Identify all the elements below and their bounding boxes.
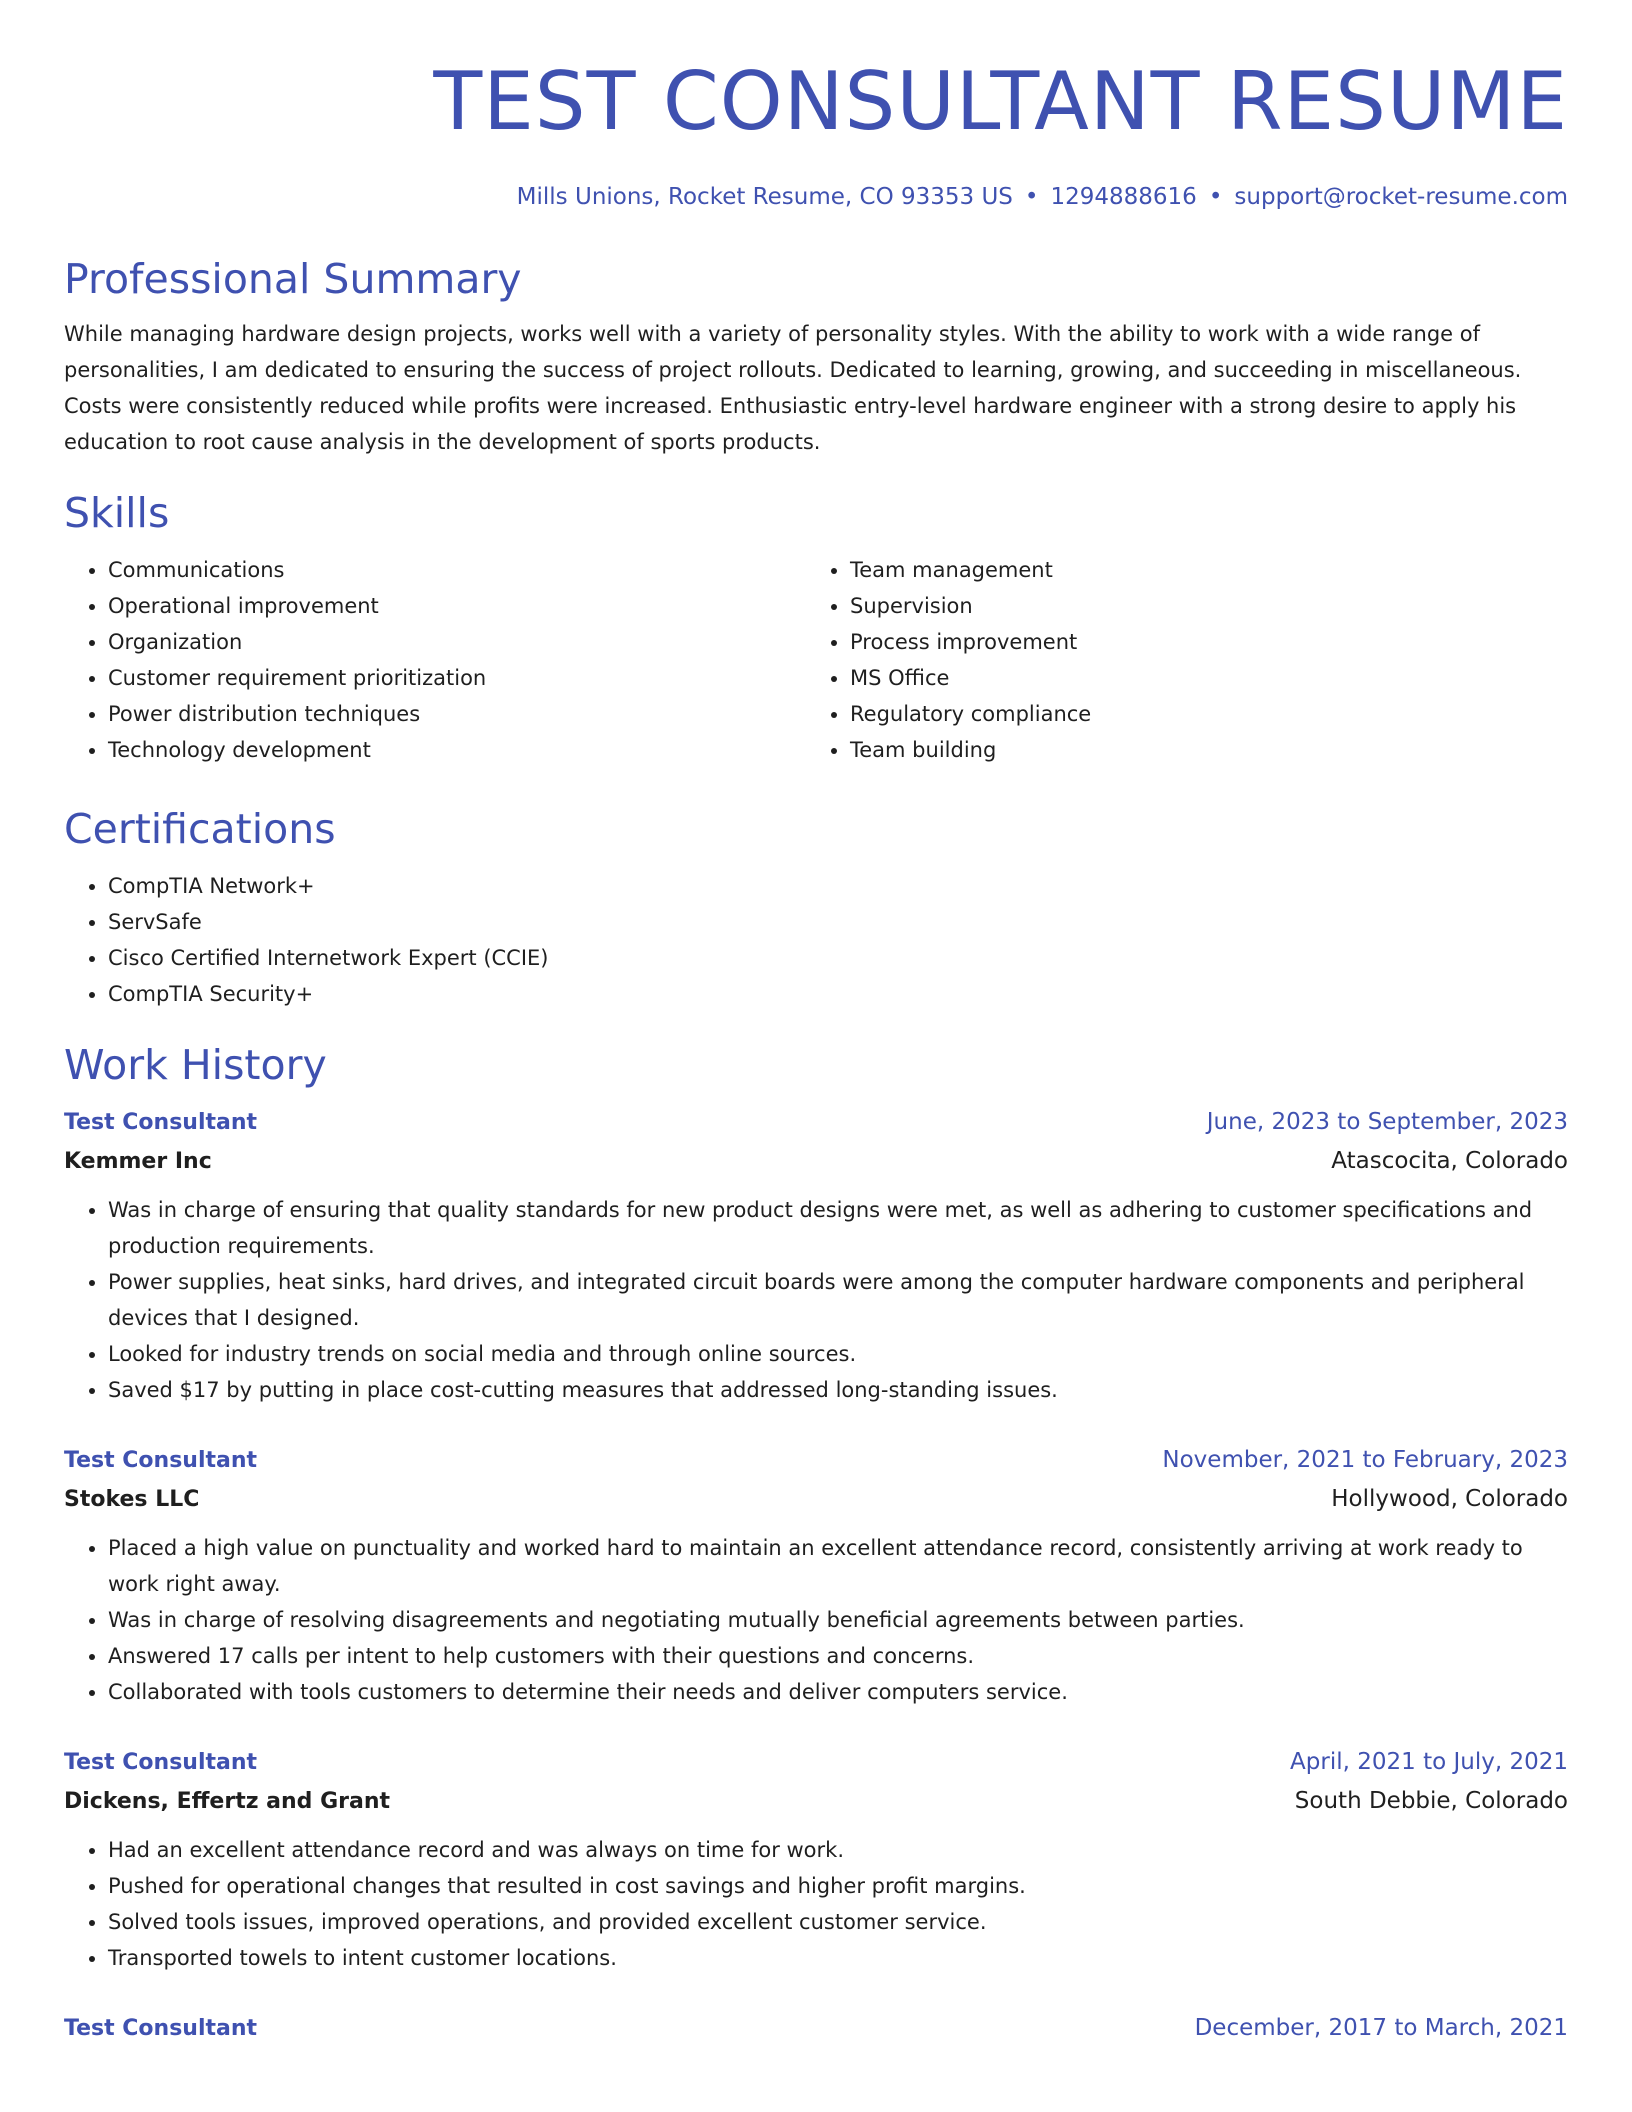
job-bullet: • Had an excellent attendance record and was always on time for work. [108,1832,1568,1868]
job-bullet: • Pushed for operational changes that resulted in cost savings and higher profit margins. [108,1868,1568,1904]
contact-separator: • [1208,184,1223,210]
contact-phone: 1294888616 [1050,184,1197,210]
job-bullet: • Solved tools issues, improved operations, and provided excellent customer service. [108,1904,1568,1940]
contact-separator: • [1024,184,1039,210]
work-history-heading: Work History [64,1041,327,1089]
skill-item: • Power distribution techniques [108,696,806,732]
contact-line [64,182,1568,212]
job-bullet: • Collaborated with tools customers to determine their needs and deliver computers service. [108,1674,1568,1710]
skill-item: • Process improvement [850,624,1548,660]
job-bullet: • Was in charge of resolving disagreements and negotiating mutually beneficial agreements between parties. [108,1602,1568,1638]
skill-item: • Customer requirement prioritization [108,660,806,696]
job-header-row [64,1442,1568,1479]
job-company-row [64,1781,1568,1822]
skills-right-list [806,552,1548,768]
job-company-row [64,1141,1568,1182]
job-company-row [64,1479,1568,1520]
job-header-row [64,1104,1568,1141]
job-location: Hollywood, Colorado [1331,1486,1568,1512]
job-header-row [64,2010,1568,2047]
job-location: Atascocita, Colorado [1331,1148,1568,1174]
job-title: Test Consultant [64,2016,258,2041]
job-bullet: • Saved $17 by putting in place cost-cutting measures that addressed long-standing issues. [108,1372,1568,1408]
contact-address: Mills Unions, Rocket Resume, CO 93353 US [516,184,1013,210]
job-bullets [64,1530,1568,1710]
skills-heading: Skills [64,489,170,537]
skill-item: • Team management [850,552,1548,588]
job-bullet: • Was in charge of ensuring that quality standards for new product designs were met, as well as adhering to customer specifications and production requirements. [108,1192,1568,1264]
skill-item: • Organization [108,624,806,660]
skill-item: • Regulatory compliance [850,696,1548,732]
contact-email[interactable]: support@rocket-resume.com [1234,184,1568,210]
certification-item: • CompTIA Security+ [108,976,1568,1012]
job-title: Test Consultant [64,1110,258,1135]
job-header-row [64,1744,1568,1781]
certifications-list [64,868,1568,1012]
certification-item: • Cisco Certified Internetwork Expert (CCIE) [108,940,1568,976]
job-bullet: • Transported towels to intent customer locations. [108,1940,1568,1976]
skill-item: • MS Office [850,660,1548,696]
skill-item: • Technology development [108,732,806,768]
job-company: Dickens, Effertz and Grant [64,1789,391,1814]
job-company: Kemmer Inc [64,1149,212,1174]
job-dates: June, 2023 to September, 2023 [1206,1109,1568,1135]
resume-name: TEST CONSULTANT RESUME [433,55,1568,148]
certification-item: • ServSafe [108,904,1568,940]
skills-columns [64,552,1568,768]
job-entry [64,2010,1568,2047]
summary-heading: Professional Summary [64,255,522,303]
certification-item: • CompTIA Network+ [108,868,1568,904]
job-dates: April, 2021 to July, 2021 [1290,1749,1568,1775]
skill-item: • Operational improvement [108,588,806,624]
skill-item: • Supervision [850,588,1548,624]
skill-item: • Communications [108,552,806,588]
resume-page [64,0,1568,2112]
job-entry [64,1744,1568,1976]
job-title: Test Consultant [64,1448,258,1473]
job-entry [64,1442,1568,1710]
job-bullet: • Answered 17 calls per intent to help customers with their questions and concerns. [108,1638,1568,1674]
certifications-heading: Certifications [64,805,336,853]
job-dates: December, 2017 to March, 2021 [1194,2015,1568,2041]
skills-left-list [64,552,806,768]
job-entry [64,1104,1568,1408]
job-bullet: • Power supplies, heat sinks, hard drives, and integrated circuit boards were among the computer hardware components and peripheral devices that I designed. [108,1264,1568,1336]
job-bullets [64,1832,1568,1976]
job-bullet: • Looked for industry trends on social media and through online sources. [108,1336,1568,1372]
job-title: Test Consultant [64,1750,258,1775]
job-bullet: • Placed a high value on punctuality and worked hard to maintain an excellent attendance record, consistently arriving at work ready to work right away. [108,1530,1568,1602]
summary-text: While managing hardware design projects, works well with a variety of personality styles. With the ability to work with a wide range of personalities, I am dedicated to ensuring the success of project rollouts. Dedicated to learning, growing, and succeeding in miscellaneous. Costs were consistently reduced while profits were increased. Enthusiastic entry-level hardware engineer with a strong desire to apply his education to root cause analysis in the development of sports products. [64,322,1522,454]
job-company: Stokes LLC [64,1487,200,1512]
job-bullets [64,1192,1568,1408]
job-location: South Debbie, Colorado [1294,1788,1568,1814]
skill-item: • Team building [850,732,1548,768]
job-dates: November, 2021 to February, 2023 [1162,1447,1568,1473]
